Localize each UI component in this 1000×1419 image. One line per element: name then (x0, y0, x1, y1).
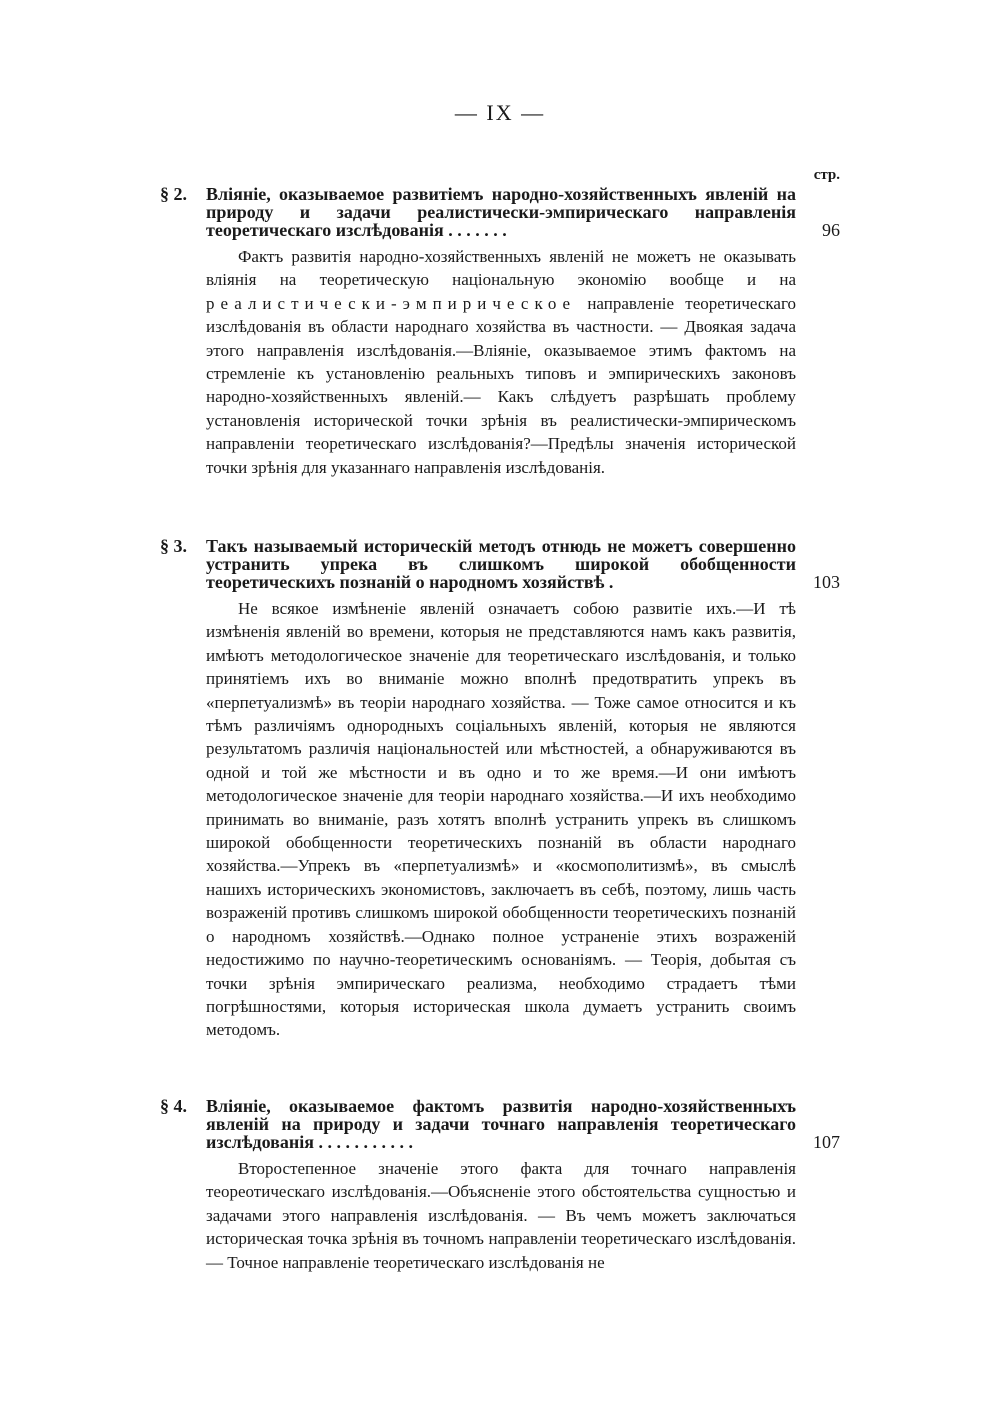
toc-entry-section-3 (160, 537, 840, 1042)
section-title: Вліяніе, оказываемое развитіемъ народно-хозяйственныхъ явленій на природу и задачи реалистически-эмпирическаго направленія теоретическаго изслѣдованія . . . . . . . (206, 184, 796, 240)
page-number-header: — IX — (454, 100, 546, 125)
section-number: § 2. (160, 184, 187, 204)
section-summary: Второстепенное значеніе этого факта для точнаго направленія теореотическаго изслѣдованія.—Объясненіе этого обстоятельства сущностью и задачами этого направленія изслѣдованія. — Въ чемъ можетъ заключаться историческая точка зрѣнія въ точномъ направленіи теоретическаго изслѣдованія. — Точное направленіе теоретическаго изслѣдованія не (206, 1159, 796, 1272)
page-reference[interactable]: 96 (822, 220, 840, 240)
section-summary (160, 245, 840, 479)
summary-part-2: направленіе теоретическаго изслѣдованія въ области народнаго хозяйства въ частности. — Двоякая задача этого направленія изслѣдованія.—Вліяніе, оказываемое этимъ фактомъ на стремленіе къ установленію реальныхъ типовъ и эмпирическихъ законовъ народно-хозяйственныхъ явленій.— Какъ слѣдуетъ разрѣшать проблему установленія исторической точки зрѣнія въ реалистически-эмпирическомъ направленіи теоретическаго изслѣдованія?—Предѣлы значенія исторической точки зрѣнія для указаннаго направленія изслѣдованія. (206, 293, 796, 477)
page-column-label: стр. (813, 167, 840, 183)
section-number: § 3. (160, 536, 187, 556)
toc-entry-section-4 (160, 1097, 840, 1274)
toc-heading[interactable] (160, 537, 840, 591)
summary-part-1: Фактъ развитія народно-хозяйственныхъ явленій не можетъ не оказывать вліянія на теоретическую національную экономію вообще и на (206, 247, 796, 290)
section-number: § 4. (160, 1096, 187, 1116)
section-summary: Не всякое измѣненіе явленій означаетъ собою развитіе ихъ.—И тѣ измѣненія явленій во времени, которыя не представляются намъ какъ развитія, имѣютъ методологическое значеніе для теоретическаго изслѣдованія, и только принятіемъ ихъ во вниманіе можно вполнѣ предотвратить упрекъ въ «перпетуализмѣ» въ теоріи народнаго хозяйства. — Тоже самое относится и къ тѣмъ различіямъ однородныхъ соціальныхъ явленій, которыя не являются результатомъ различія національностей или мѣстностей, а обнаруживаются въ одной и той же мѣстности и въ одно и то же время.—И они имѣютъ методологическое значеніе для теоріи народнаго хозяйства.—И ихъ необходимо принимать во вниманіе, разъ хотятъ вполнѣ устранить упрекъ въ слишкомъ широкой обобщенности теоретическихъ познаній въ области народнаго хозяйства.—Упрекъ въ «перпетуализмѣ» и «космополитизмѣ», въ смыслѣ нашихъ историческихъ экономистовъ, заключаетъ въ себѣ, поэтому, лишь часть возраженій противъ слишкомъ широкой обобщенности теоретическихъ познаній о народномъ хозяйствѣ.—Однако полное устраненіе этихъ возраженій недостижимо по научно-теоретическимъ основаніямъ. — Теорія, добытая съ точки зрѣнія эмпирическаго реализма, необходимо страдаетъ тѣми погрѣшностями, которыя историческая школа думаетъ устранить своимъ методомъ. (206, 599, 796, 1040)
toc-heading[interactable] (160, 1097, 840, 1151)
section-title: Вліяніе, оказываемое фактомъ развитія народно-хозяйственныхъ явленій на природу и задачи точнаго направленія теоретическаго изслѣдованія . . . . . . . . . . . (206, 1096, 796, 1152)
page-reference[interactable]: 107 (813, 1132, 840, 1152)
toc-heading[interactable] (160, 185, 840, 239)
summary-spaced-term: реалистически-эмпирическое (206, 293, 577, 313)
toc-entry-section-2 (160, 185, 840, 479)
section-title: Такъ называемый историческій методъ отнюдь не можетъ совершенно устранить упрека въ слишкомъ широкой обобщенности теоретическихъ познаній о народномъ хозяйствѣ . (206, 536, 796, 592)
page-reference[interactable]: 103 (813, 572, 840, 592)
